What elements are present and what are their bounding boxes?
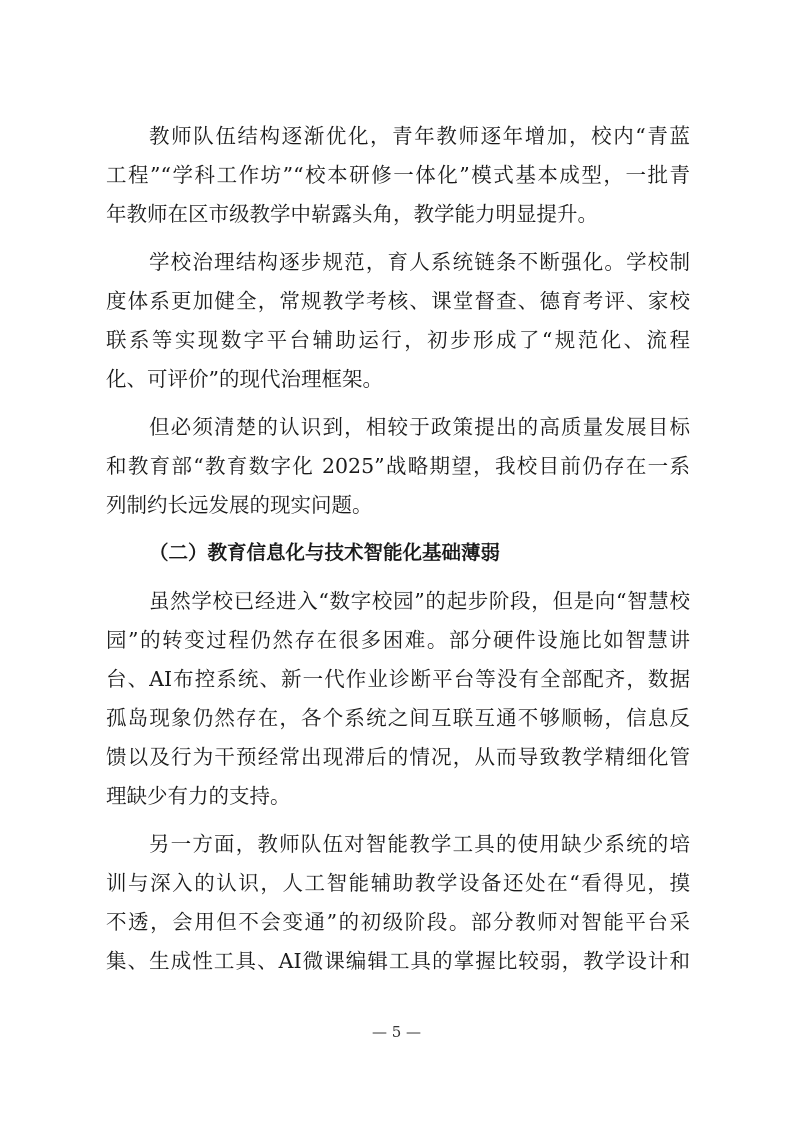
paragraph-3-line-2: 和教育部“教育数字化 2025”战略期望，我校目前仍存在一系 (106, 454, 690, 478)
paragraph-4-line-4: 孤岛现象仍然存在，各个系统之间互联互通不够顺畅，信息反 (106, 706, 690, 730)
paragraph-5-line-2: 训与深入的认识，人工智能辅助教学设备还处在“看得见，摸 (106, 871, 690, 895)
paragraph-4-line-2: 园”的转变过程仍然存在很多困难。部分硬件设施比如智慧讲 (106, 628, 690, 652)
section-heading: （二）教育信息化与技术智能化基础薄弱 (149, 541, 501, 564)
paragraph-5-line-4: 集、生成性工具、AI微课编辑工具的掌握比较弱，教学设计和 (106, 949, 690, 973)
paragraph-4-line-6: 理缺少有力的支持。 (106, 784, 291, 808)
paragraph-3-line-3: 列制约长远发展的现实问题。 (106, 493, 373, 517)
paragraph-2-line-3: 联系等实现数字平台辅助运行，初步形成了“规范化、流程 (106, 328, 690, 352)
paragraph-4-line-1: 虽然学校已经进入“数字校园”的起步阶段，但是向“智慧校 (149, 589, 690, 613)
paragraph-1-line-2: 工程”“学科工作坊”“校本研修一体化”模式基本成型，一批青 (106, 163, 690, 187)
paragraph-2-line-4: 化、可评价”的现代治理框架。 (106, 367, 383, 391)
paragraph-5-line-3: 不透，会用但不会变通”的初级阶段。部分教师对智能平台采 (106, 910, 690, 934)
paragraph-3-line-1: 但必须清楚的认识到，相较于政策提出的高质量发展目标 (149, 415, 690, 439)
paragraph-5-line-1: 另一方面，教师队伍对智能教学工具的使用缺少系统的培 (149, 832, 690, 856)
page-number: — 5 — (371, 1023, 422, 1041)
paragraph-2-line-1: 学校治理结构逐步规范，育人系统链条不断强化。学校制 (149, 250, 690, 274)
paragraph-4-line-5: 馈以及行为干预经常出现滞后的情况，从而导致教学精细化管 (106, 745, 690, 769)
paragraph-2-line-2: 度体系更加健全，常规教学考核、课堂督查、德育考评、家校 (106, 289, 690, 313)
paragraph-1-line-1: 教师队伍结构逐渐优化，青年教师逐年增加，校内“青蓝 (149, 124, 690, 148)
paragraph-1-line-3: 年教师在区市级教学中崭露头角，教学能力明显提升。 (106, 202, 598, 226)
paragraph-4-line-3: 台、AI布控系统、新一代作业诊断平台等没有全部配齐，数据 (106, 667, 690, 691)
